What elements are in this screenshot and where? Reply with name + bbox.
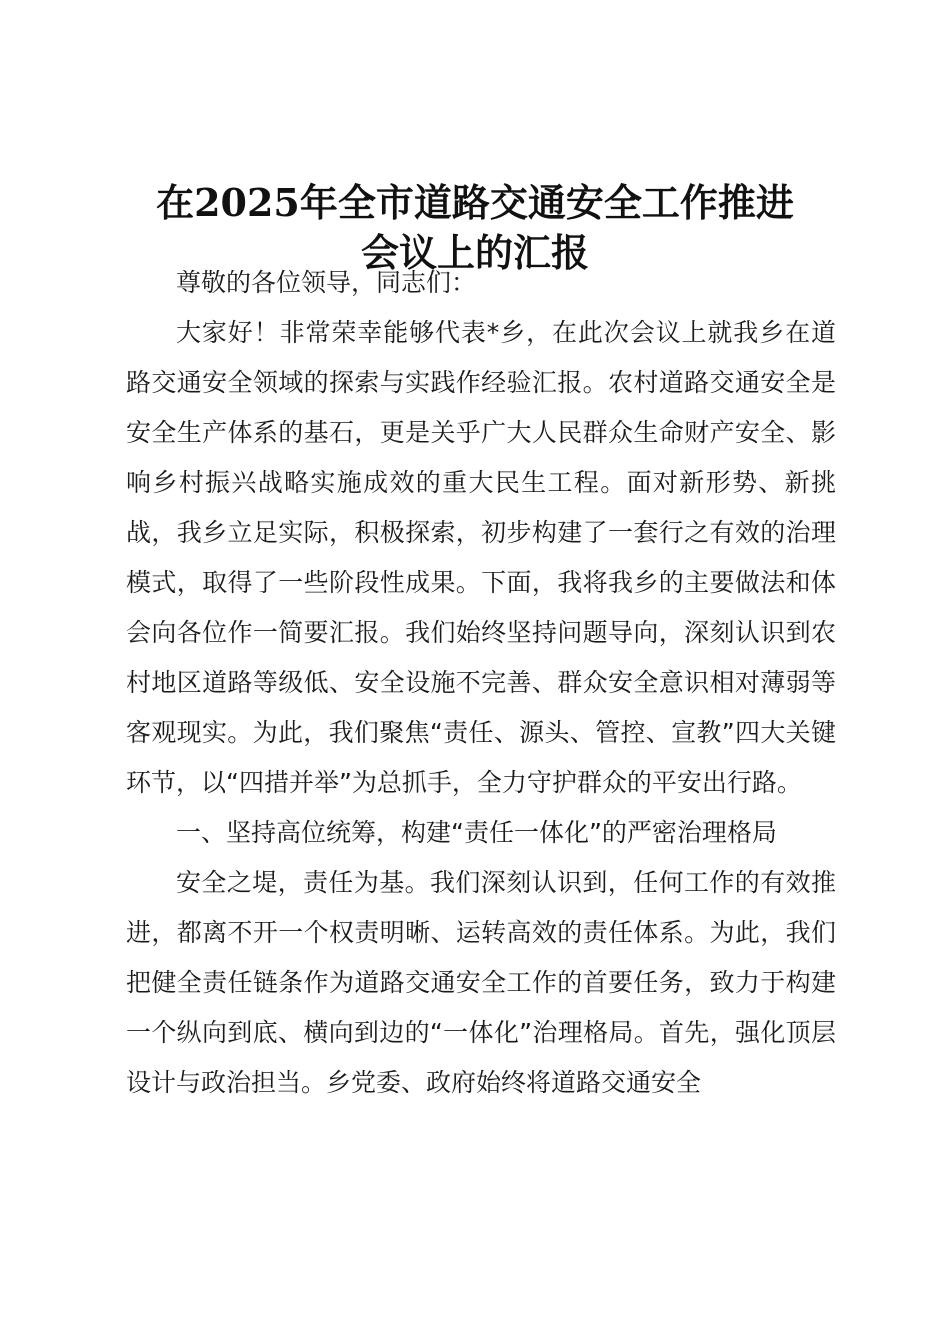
salutation: 尊敬的各位领导，同志们： bbox=[176, 268, 477, 297]
section-heading-1: 一、坚持高位统筹，构建“责任一体化”的严密治理格局 bbox=[176, 818, 777, 847]
paragraph-intro: 大家好！非常荣幸能够代表*乡，在此次会议上就我乡在道路交通安全领域的探索与实践作经验汇报。农村道路交通安全是安全生产体系的基石，更是关乎广大人民群众生命财产安全、影响乡村振兴战略实施成效的重大民生工程。面对新形势、新挑战，我乡立足实际，积极探索，初步构建了一套行之有效的治理模式，取得了一些阶段性成果。下面，我将我乡的主要做法和体会向各位作一简要汇报。我们始终坚持问题导向，深刻认识到农村地区道路等级低、安全设施不完善、群众安全意识相对薄弱等客观现实。为此，我们聚焦“责任、源头、管控、宣教”四大关键环节，以“四措并举”为总抓手，全力守护群众的平安出行路。 bbox=[126, 318, 836, 797]
document-body bbox=[126, 258, 836, 1108]
title-line-2: 会议上的汇报 bbox=[360, 230, 589, 275]
title-line-1: 在2025年全市道路交通安全工作推进 bbox=[156, 180, 794, 225]
paragraph-section-1: 安全之堤，责任为基。我们深刻认识到，任何工作的有效推进，都离不开一个权责明晰、运转高效的责任体系。为此，我们把健全责任链条作为道路交通安全工作的首要任务，致力于构建一个纵向到底、横向到边的“一体化”治理格局。首先，强化顶层设计与政治担当。乡党委、政府始终将道路交通安全 bbox=[126, 868, 836, 1097]
